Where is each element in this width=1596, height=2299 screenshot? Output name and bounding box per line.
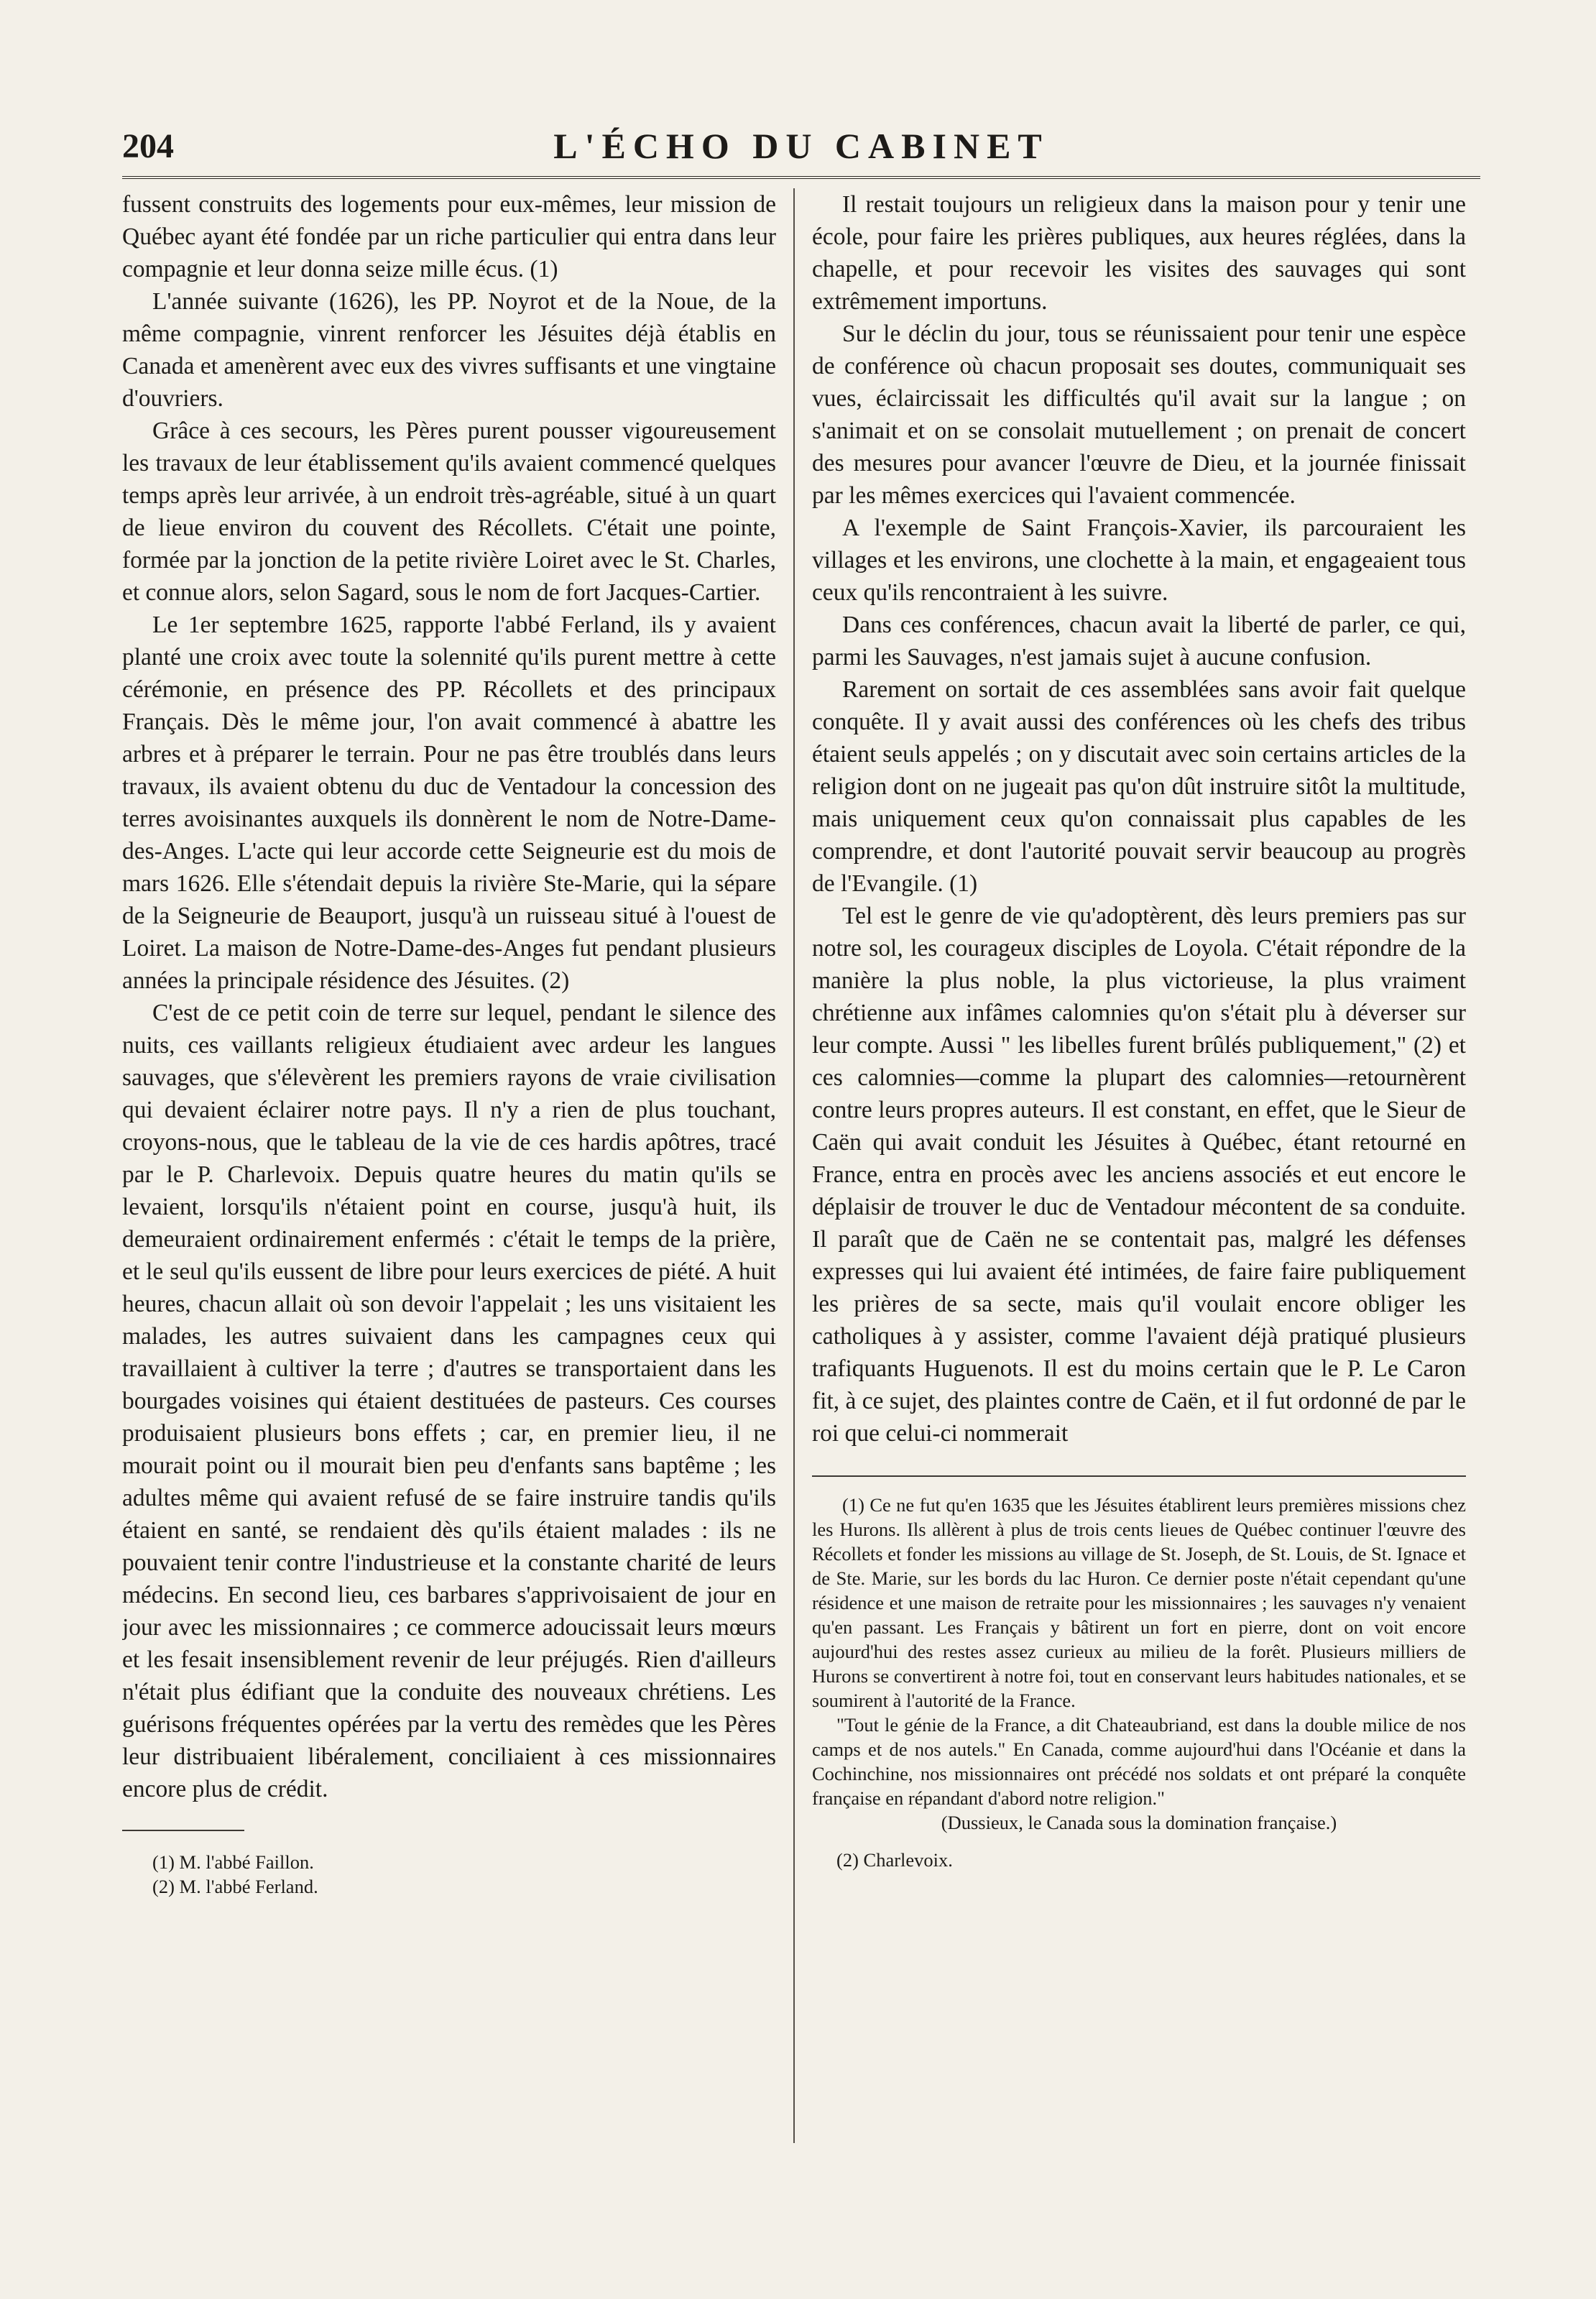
footnote-citation: (Dussieux, le Canada sous la domination française.) [941,1812,1337,1833]
footnote: (1) M. l'abbé Faillon. [152,1851,314,1873]
footnote: (1) Ce ne fut qu'en 1635 que les Jésuites établirent leurs premières missions chez les Hurons. Ils allèrent à plus de trois cents lieues de Québec continuer l'œuvre des Récollets et fonder les missions au village de St. Joseph, de St. Louis, de St. Ignace et de Ste. Marie, sur les bords du lac Huron. Ce dernier poste n'était cependant qu'une résidence et une maison de retraite pour les missionnaires ; les sauvages n'y venaient qu'en passant. Les Français y bâtirent un fort en pierre, dont on voit encore aujourd'hui des restes assez curieux au milieu de la forêt. Plusieurs milliers de Hurons se convertirent à notre foi, tout en conservant leurs habitudes nationales, et se soumirent à l'autorité de la France. [812,1494,1466,1711]
header-rule [122,176,1480,179]
paragraph: Tel est le genre de vie qu'adoptèrent, dès leurs premiers pas sur notre sol, les courageux disciples de Loyola. C'était répondre de la manière la plus noble, la plus victorieuse, la plus vraiment chrétienne aux infâmes calomnies qu'on s'était plu à déverser sur leur compte. Aussi " les libelles furent brûlés publiquement," (2) et ces calomnies—comme la plupart des calomnies—retournèrent contre leurs propres auteurs. Il est constant, en effet, que le Sieur de Caën qui avait conduit les Jésuites à Québec, étant retourné en France, entra en procès avec les anciens associés et eut encore le déplaisir de trouver le duc de Ventadour mécontent de sa conduite. Il paraît que de Caën ne se contentait pas, malgré les défenses expresses qui lui avaient été intimées, de faire faire publiquement les prières de sa secte, mais qu'il voulait encore obliger les catholiques à y assister, comme l'avaient déjà pratiqué plusieurs trafiquants Huguenots. Il est du moins certain que le P. Le Caron fit, à ce sujet, des plaintes contre de Caën, et il fut ordonné de par le roi que celui-ci nommerait [812,903,1466,1447]
paragraph: fussent construits des logements pour eux-mêmes, leur mission de Québec ayant été fondée par un riche particulier qui entra dans leur compagnie et leur donna seize mille écus. (1) [122,191,776,282]
page-header [122,122,1480,172]
footnote-rule [812,1475,1466,1477]
footnote-quote: "Tout le génie de la France, a dit Chateaubriand, est dans la double milice de nos camps et de nos autels." En Canada, comme aujourd'hui dans l'Océanie et dans la Cochinchine, nos missionnaires ont précédé nos soldats et ont préparé la conquête française en répandant d'abord notre religion." [812,1714,1466,1809]
right-column [812,188,1466,2236]
left-column [122,188,776,2236]
page-number: 204 [122,127,174,165]
paragraph: C'est de ce petit coin de terre sur lequel, pendant le silence des nuits, ces vaillants religieux étudiaient avec ardeur les langues sauvages, que s'élevèrent les premiers rayons de vraie civilisation qui devaient éclairer notre pays. Il n'y a rien de plus touchant, croyons-nous, que le tableau de la vie de ces hardis apôtres, tracé par le P. Charlevoix. Depuis quatre heures du matin qu'ils se levaient, lorsqu'ils n'étaient point en course, jusqu'à huit, ils demeuraient ordinairement enfermés : c'était le temps de la prière, et le seul qu'ils eussent de libre pour leurs exercices de piété. A huit heures, chacun allait où son devoir l'appelait ; les uns visitaient les malades, les autres suivaient dans les campagnes ceux qui travaillaient à cultiver la terre ; d'autres se transportaient dans les bourgades voisines qui étaient destituées de pasteurs. Ces courses produisaient plusieurs bons effets ; car, en premier lieu, il ne mourait point ou il mourait bien peu d'enfants sans baptême ; les adultes même qui avaient refusé de se faire instruire tandis qu'ils étaient en santé, se rendaient dès qu'ils étaient malades : ils ne pouvaient tenir contre l'industrieuse et la constante charité de leurs médecins. En second lieu, ces barbares s'apprivoisaient de jour en jour avec les missionnaires ; ce commerce adoucissait leurs mœurs et les fesait insensiblement revenir de leur préjugés. Rien d'ailleurs n'était plus édifiant que la conduite des nouveaux chrétiens. Les guérisons fréquentes opérées par la vertu des remèdes que les Pères leur distribuaient libéralement, conciliaient à ces missionnaires encore plus de crédit. [122,1000,776,1802]
paragraph: Il restait toujours un religieux dans la maison pour y tenir une école, pour faire les prières publiques, aux heures réglées, dans la chapelle, et pour recevoir les visites des sauvages qui sont extrêmement importuns. [812,191,1466,315]
paragraph: Dans ces conférences, chacun avait la liberté de parler, ce qui, parmi les Sauvages, n'est jamais sujet à aucune confusion. [812,612,1466,671]
paragraph: Le 1er septembre 1625, rapporte l'abbé Ferland, ils y avaient planté une croix avec toute la solennité qu'ils purent mettre à cette cérémonie, en présence des PP. Récollets et des principaux Français. Dès le même jour, l'on avait commencé à abattre les arbres et à préparer le terrain. Pour ne pas être troublés dans leurs travaux, ils avaient obtenu du duc de Ventadour la concession des terres avoisinantes auxquels ils donnèrent le nom de Notre-Dame-des-Anges. L'acte qui leur accorde cette Seigneurie est du mois de mars 1626. Elle s'étendait depuis la rivière Ste-Marie, qui la sépare de la Seigneurie de Beauport, jusqu'à un ruisseau situé à l'ouest de Loiret. La maison de Notre-Dame-des-Anges fut pendant plusieurs années la principale résidence des Jésuites. (2) [122,612,776,994]
paragraph: L'année suivante (1626), les PP. Noyrot et de la Noue, de la même compagnie, vinrent renforcer les Jésuites déjà établis en Canada et amenèrent avec eux des vivres suffisants et une vingtaine d'ouvriers. [122,288,776,412]
footnote: (2) Charlevoix. [836,1849,953,1871]
paragraph: Sur le déclin du jour, tous se réunissaient pour tenir une espèce de conférence où chacun proposait ses doutes, communiquait ses vues, éclaircissait les difficultés qu'il avait sur la langue ; on s'animait et on se consolait mutuellement ; on prenait de concert des mesures pour avancer l'œuvre de Dieu, et la journée finissait par les mêmes exercices qui l'avaient commencée. [812,321,1466,509]
footnote-rule [122,1830,244,1831]
paragraph: Rarement on sortait de ces assemblées sans avoir fait quelque conquête. Il y avait aussi des conférences où les chefs des tribus étaient seuls appelés ; on y discutait avec soin certains articles de la religion dont on ne jugeait pas qu'on dût instruire sitôt la multitude, mais uniquement ceux qu'on connaissait plus capables de les comprendre, et dont l'autorité pouvait servir beaucoup au progrès de l'Evangile. (1) [812,676,1466,897]
paragraph: A l'exemple de Saint François-Xavier, ils parcouraient les villages et les environs, une clochette à la main, et engageaient tous ceux qu'ils rencontraient à les suivre. [812,515,1466,606]
running-title: L'ÉCHO DU CABINET [553,126,1049,166]
footnote: (2) M. l'abbé Ferland. [152,1876,318,1897]
paragraph: Grâce à ces secours, les Pères purent pousser vigoureusement les travaux de leur établissement qu'ils avaient commencé quelques temps après leur arrivée, à un endroit très-agréable, situé à un quart de lieue environ du couvent des Récollets. C'était une pointe, formée par la jonction de la petite rivière Loiret avec le St. Charles, et connue alors, selon Sagard, sous le nom de fort Jacques-Cartier. [122,418,776,606]
column-rule [793,188,795,2143]
